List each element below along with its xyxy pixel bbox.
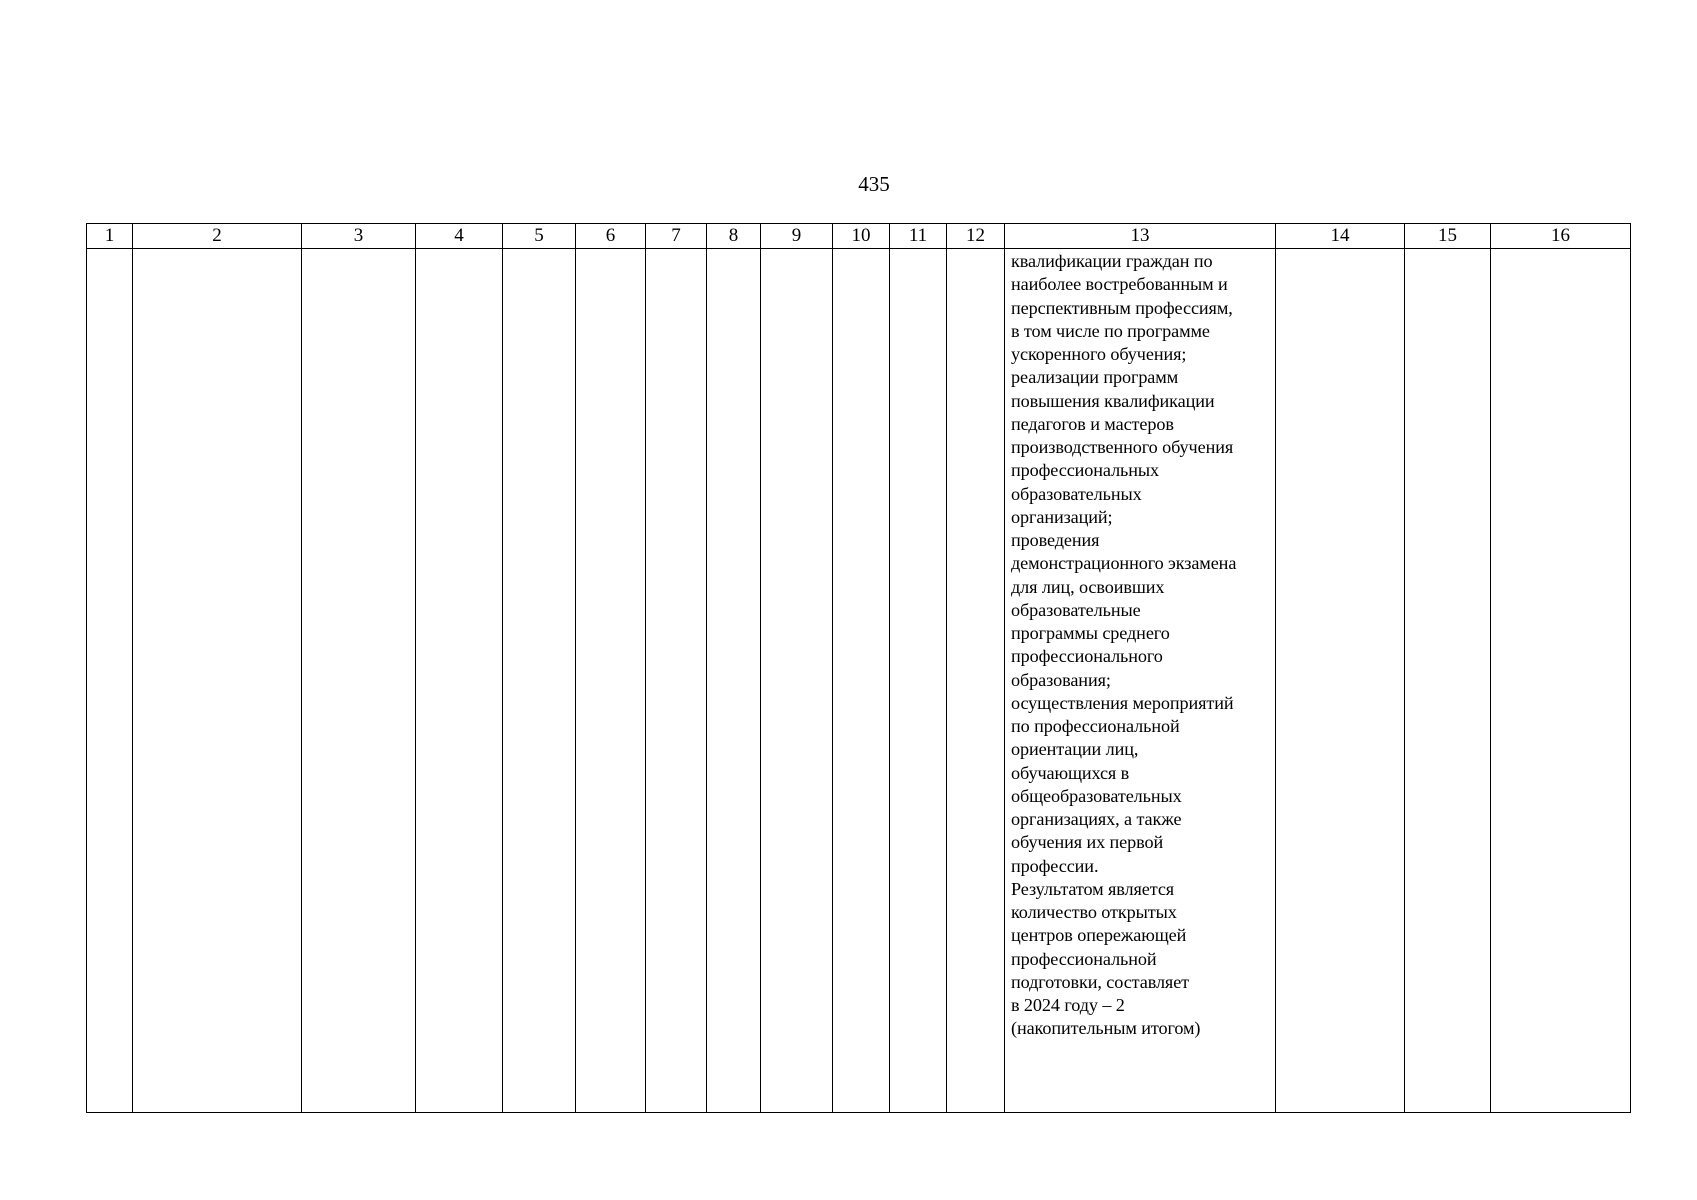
data-table [86,223,1631,1113]
column-header-5: 5 [503,224,576,249]
table-cell-col4 [416,249,503,1113]
column-header-4: 4 [416,224,503,249]
column-header-13: 13 [1005,224,1276,249]
table-cell-col15 [1405,249,1491,1113]
table-cell-col3 [302,249,416,1113]
column-header-11: 11 [890,224,947,249]
column-header-9: 9 [761,224,833,249]
table-cell-col8 [707,249,761,1113]
column-header-10: 10 [833,224,890,249]
table-cell-col11 [890,249,947,1113]
table-cell-col16 [1491,249,1631,1113]
table-header-row [87,224,1631,249]
column-header-7: 7 [646,224,707,249]
table-cell-col1 [87,249,133,1113]
table-cell-col7 [646,249,707,1113]
table-cell-col2 [133,249,302,1113]
table-cell-col13 [1005,249,1276,1113]
column-header-1: 1 [87,224,133,249]
table-cell-col14 [1276,249,1405,1113]
table-cell-col5 [503,249,576,1113]
column-header-16: 16 [1491,224,1631,249]
page-number: 435 [858,172,890,196]
column-header-14: 14 [1276,224,1405,249]
column-header-2: 2 [133,224,302,249]
column-header-6: 6 [576,224,646,249]
column-header-12: 12 [947,224,1005,249]
column-header-15: 15 [1405,224,1491,249]
column-header-8: 8 [707,224,761,249]
table-cell-col9 [761,249,833,1113]
table-row [87,249,1631,1113]
table-cell-col10 [833,249,890,1113]
column-header-3: 3 [302,224,416,249]
table-cell-col6 [576,249,646,1113]
cell-text-col13: квалификации граждан по наиболее востребованным и перспективным профессиям, в том числе по программе ускоренного обучения; реализации программ повышения квалификации педагогов и мастеров производственного обучения профессиональных образовательных организаций; проведения демонстрационного экзамена для лиц, освоивших образовательные программы среднего профессионального образования; осуществления мероприятий по профессиональной ориентации лиц, обучающихся в общеобразовательных организациях, а также обучения их первой профессии. Результатом является количество открытых центров опережающей профессиональной подготовки, составляет в 2024 году – 2 (накопительным итогом) [1011,251,1237,1039]
table-cell-col12 [947,249,1005,1113]
